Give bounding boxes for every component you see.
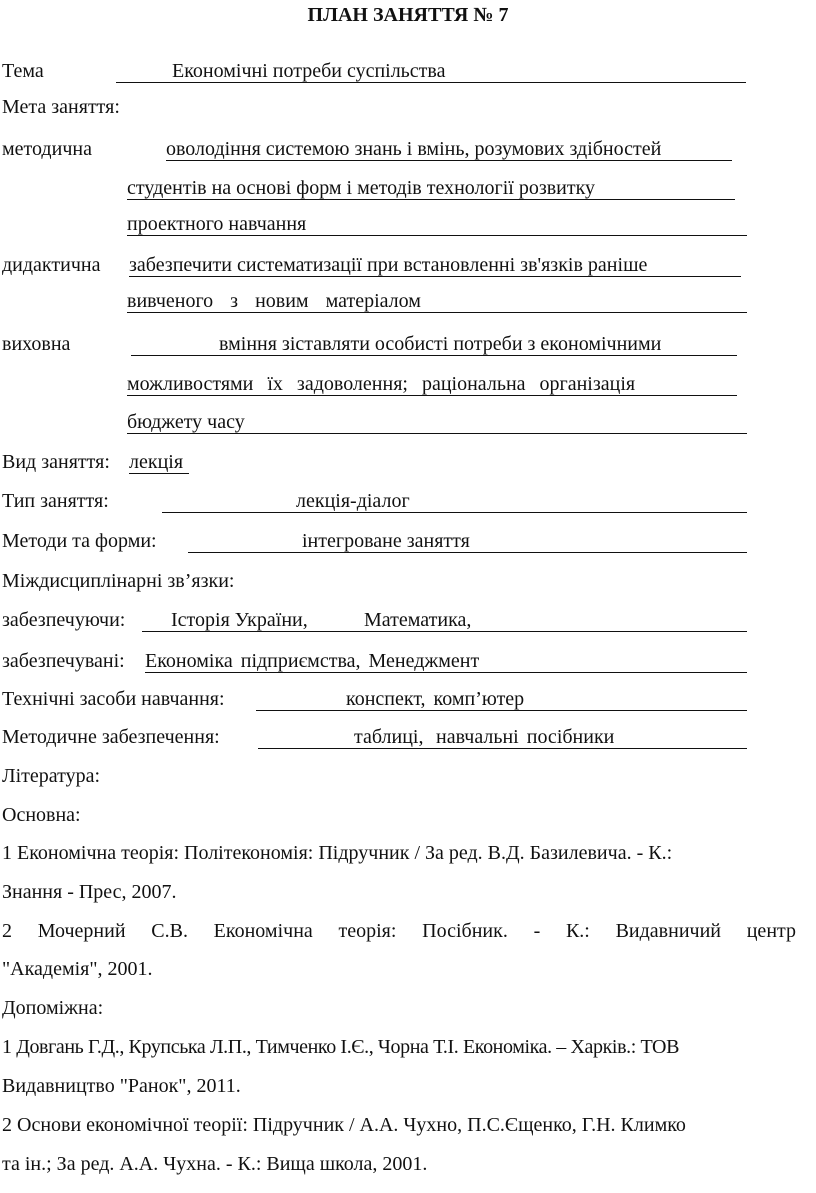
- methodical-line-3: проектного навчання: [127, 209, 747, 236]
- providing-label: забезпечуючи:: [2, 609, 126, 631]
- methodical-row: [0, 134, 816, 164]
- didactic-label: дидактична: [2, 254, 101, 276]
- aux-lit-label: Допоміжна:: [2, 997, 104, 1019]
- educational-row: [0, 329, 816, 359]
- method-support-field: [258, 722, 747, 749]
- method-support-value-2: навчальні посібники: [436, 726, 615, 748]
- provided-field: [145, 646, 747, 673]
- didactic-line-2: вивченого з новим матеріалом: [127, 286, 747, 313]
- educational-line-3: бюджету часу: [127, 407, 747, 434]
- main-ref-2-line-2: "Академія", 2001.: [2, 958, 153, 980]
- aux-ref-2-line-1: 2 Основи економічної теорії: Підручник / А.А. Чухно, П.С.Єщенко, Г.Н. Климко: [2, 1114, 686, 1136]
- tech-means-row: [0, 684, 816, 714]
- didactic-line-1: забезпечити систематизації при встановленні зв'язків раніше: [129, 250, 741, 277]
- provided-value: Економіка підприємства, Менеджмент: [145, 650, 480, 672]
- lesson-type-row: [0, 486, 816, 516]
- theme-row: [0, 56, 816, 86]
- aux-ref-1-line-1: 1 Довгань Г.Д., Крупська Л.П., Тимченко І.Є., Чорна Т.І. Економіка. – Харків.: ТОВ: [2, 1036, 680, 1058]
- tech-means-label: Технічні засоби навчання:: [2, 688, 225, 710]
- providing-row: [0, 605, 816, 635]
- lesson-kind-label: Вид заняття:: [2, 451, 110, 473]
- didactic-row: [0, 250, 816, 280]
- page-title: ПЛАН ЗАНЯТТЯ № 7: [307, 4, 509, 26]
- main-lit-label: Основна:: [2, 804, 81, 826]
- methods-row: [0, 526, 816, 556]
- provided-row: [0, 646, 816, 676]
- aux-ref-2-line-2: та ін.; За ред. А.А. Чухна. - К.: Вища школа, 2001.: [2, 1153, 428, 1175]
- literature-label: Література:: [2, 765, 101, 787]
- methods-field: [188, 526, 747, 553]
- aux-ref-1-line-2: Видавництво "Ранок", 2011.: [2, 1075, 241, 1097]
- method-support-row: [0, 722, 816, 752]
- educational-row-3: [0, 407, 816, 437]
- lesson-kind-row: [0, 447, 816, 477]
- lesson-kind-field: [129, 447, 189, 474]
- theme-field: [116, 56, 746, 83]
- method-support-label: Методичне забезпечення:: [2, 726, 220, 748]
- methodical-row-3: [0, 209, 816, 239]
- methodical-label: методична: [2, 138, 92, 160]
- lesson-kind-value: лекція: [129, 451, 184, 473]
- educational-line-1: вміння зіставляти особисті потреби з економічними: [131, 329, 737, 356]
- lesson-type-field: [162, 486, 747, 513]
- lesson-type-label: Тип заняття:: [2, 490, 109, 512]
- theme-label: Тема: [2, 60, 44, 82]
- interdisciplinary-label: Міждисциплінарні зв’язки:: [2, 570, 235, 592]
- lesson-type-value: лекція-діалог: [296, 490, 410, 512]
- methodical-line-1: оволодіння системою знань і вмінь, розумових здібностей: [166, 134, 732, 161]
- educational-label: виховна: [2, 333, 71, 355]
- tech-means-value: конспект, комп’ютер: [346, 688, 525, 710]
- providing-value-2: Математика,: [364, 609, 472, 631]
- method-support-value-1: таблиці,: [354, 726, 424, 748]
- didactic-row-2: [0, 286, 816, 316]
- main-ref-1-line-1: 1 Економічна теорія: Політекономія: Підручник / За ред. В.Д. Базилевича. - К.:: [2, 842, 673, 864]
- theme-value: Економічні потреби суспільства: [172, 60, 446, 82]
- tech-means-field: [256, 684, 747, 711]
- provided-label: забезпечувані:: [2, 650, 125, 672]
- providing-field: [142, 605, 747, 632]
- main-ref-1-line-2: Знання - Прес, 2007.: [2, 881, 177, 903]
- providing-value-1: Історія України,: [171, 609, 308, 631]
- methods-label: Методи та форми:: [2, 530, 157, 552]
- methods-value: інтегроване заняття: [302, 530, 470, 552]
- educational-line-2: можливостями їх задоволення; раціональна організація: [127, 369, 737, 396]
- goal-label: Мета заняття:: [2, 96, 120, 118]
- main-ref-2-line-1: 2 Мочерний С.В. Економічна теорія: Посібник. - К.: Видавничий центр: [2, 920, 796, 942]
- educational-row-2: [0, 369, 816, 399]
- methodical-row-2: [0, 173, 816, 203]
- methodical-line-2: студентів на основі форм і методів технології розвитку: [127, 173, 735, 200]
